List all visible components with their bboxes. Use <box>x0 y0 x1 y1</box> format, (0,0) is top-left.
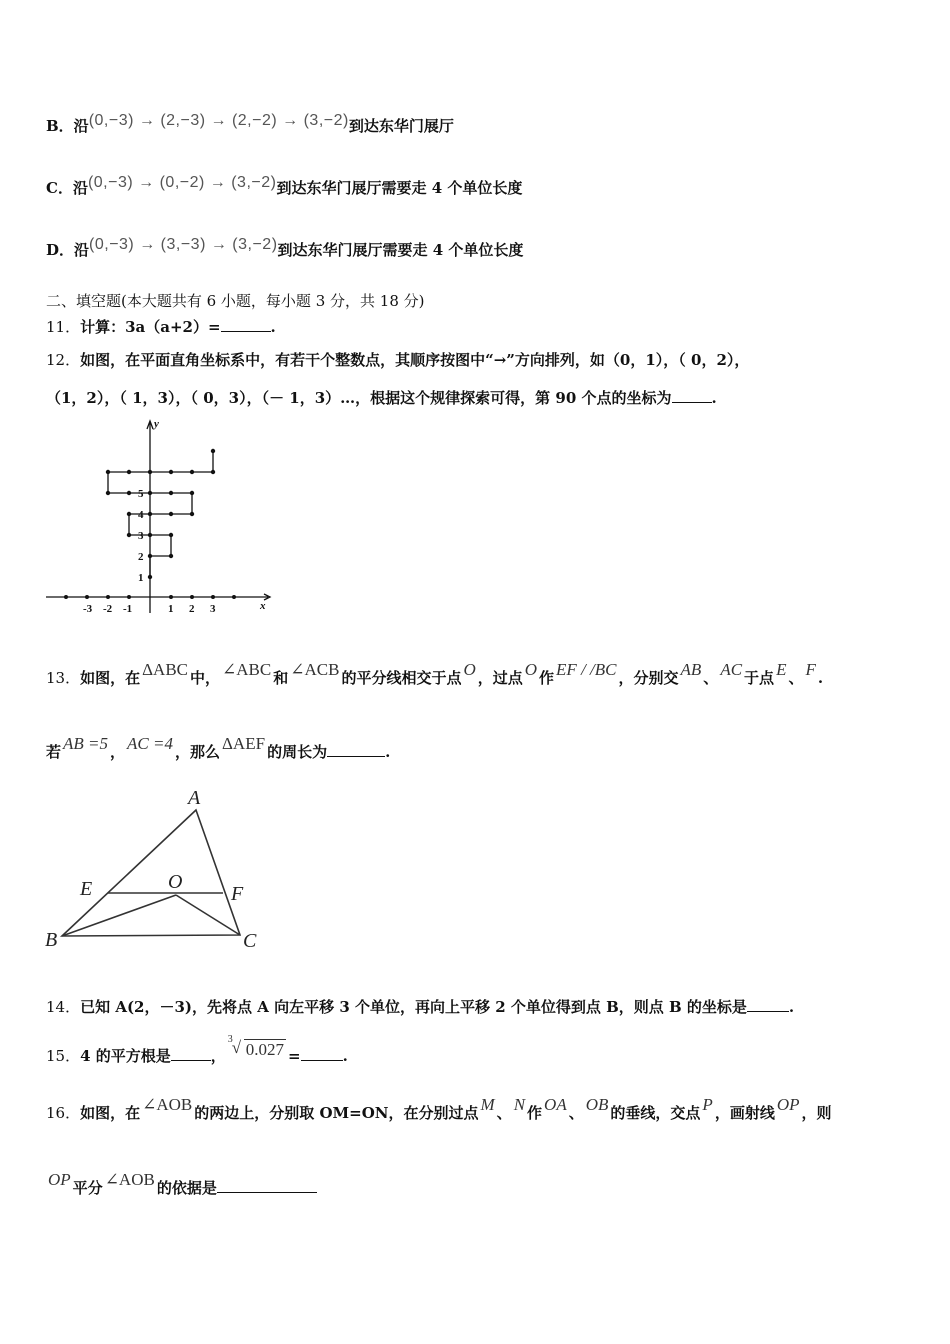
question-16-line1 <box>46 1095 832 1123</box>
triangle-abc <box>62 810 240 936</box>
radicand: 0.027 <box>245 1040 285 1059</box>
math-point-e: E <box>776 660 787 679</box>
math-angle-acb: ∠ACB <box>290 660 340 679</box>
label-o: O <box>168 871 183 893</box>
q16-text: 如图，在 <box>80 1104 141 1122</box>
q12-answer-blank[interactable] <box>672 388 712 403</box>
q13-end: . <box>385 743 391 761</box>
question-13-line1 <box>46 660 823 688</box>
q15-equals: = <box>288 1047 301 1065</box>
q12-coordinate-figure <box>40 415 280 615</box>
root-index: 3 <box>227 1034 233 1045</box>
math-angle-aob: ∠AOB <box>104 1170 155 1189</box>
question-14 <box>46 996 794 1017</box>
option-c-path: (0,−3) → (0,−2) → (3,−2) <box>87 174 277 191</box>
math-ray-op: OP <box>776 1095 800 1114</box>
q13-text: 和 <box>273 669 289 687</box>
q16-text: 的两边上，分别取 OM=ON，在分别过点 <box>194 1104 479 1122</box>
option-d-path: (0,−3) → (3,−3) → (3,−2) <box>89 236 278 253</box>
option-d-text: 到达东华门展厅需要走 4 个单位长度 <box>277 241 524 259</box>
option-b-text: 到达东华门展厅 <box>348 117 454 135</box>
math-ef-parallel-bc: EF / /BC <box>556 660 617 679</box>
section-title: 二、填空题(本大题共有 6 小题，每小题 3 分，共 18 分) <box>46 292 425 310</box>
x-tick: -1 <box>123 603 133 615</box>
math-point-n: N <box>513 1095 526 1114</box>
label-f: F <box>231 883 244 905</box>
label-b: B <box>45 929 58 951</box>
math-point-o: O <box>524 660 538 679</box>
q16-text: 平分 <box>72 1179 103 1197</box>
section-heading <box>46 290 425 311</box>
math-ab-equals-5: AB =5 <box>63 734 109 753</box>
option-b <box>46 112 454 136</box>
segment-bo <box>62 895 176 936</box>
y-label: y <box>154 418 159 430</box>
q12-end: . <box>711 389 717 407</box>
q13-text: 的平分线相交于点 <box>341 669 462 687</box>
q15-end: . <box>342 1047 348 1065</box>
q14-end: . <box>788 998 795 1016</box>
q13-text: 作 <box>539 669 555 687</box>
q14-answer-blank[interactable] <box>747 997 789 1012</box>
math-cube-root <box>227 1034 286 1060</box>
spiral-path <box>108 451 213 577</box>
q16-text: 、 <box>568 1104 584 1122</box>
q16-number: 16． <box>46 1104 81 1122</box>
q13-text: 、 <box>788 669 804 687</box>
q15-text: 4 的平方根是 <box>80 1047 171 1065</box>
radical-sign: √ <box>231 1038 242 1057</box>
x-label: x <box>260 600 266 612</box>
math-point-p: P <box>702 1095 713 1114</box>
q13-text: 如图，在 <box>80 669 141 687</box>
option-d-label: D．沿 <box>46 241 90 259</box>
label-e: E <box>80 878 93 900</box>
y-tick: 5 <box>138 488 144 500</box>
question-13-line2 <box>46 734 390 762</box>
q16-text: ，则 <box>801 1104 832 1122</box>
q13-text: ，过点 <box>477 669 523 687</box>
x-tick: 1 <box>168 603 174 615</box>
y-tick: 1 <box>138 572 144 584</box>
q11-number: 11． <box>46 318 81 336</box>
math-point-o: O <box>463 660 476 679</box>
q13-answer-blank[interactable] <box>327 742 385 757</box>
math-angle-aob: ∠AOB <box>142 1095 193 1114</box>
q13-number: 13． <box>46 669 81 687</box>
q12-text-2: （1，2），（ 1，3），（ 0，3），（－ 1，3）…，根据这个规律探索可得，第 90 个点的坐标为 <box>46 389 672 407</box>
q13-text: 于点 <box>744 669 775 687</box>
math-ac: AC <box>720 660 743 679</box>
q16-text: ，画射线 <box>714 1104 775 1122</box>
option-c <box>46 174 522 198</box>
math-triangle-abc: ΔABC <box>142 660 188 679</box>
y-tick: 4 <box>138 509 144 521</box>
q14-number: 14． <box>46 998 81 1016</box>
q15-answer-blank-1[interactable] <box>171 1046 211 1061</box>
option-b-label: B．沿 <box>46 117 89 135</box>
math-ob: OB <box>585 1095 609 1114</box>
q12-text-1: 如图，在平面直角坐标系中，有若干个整数点，其顺序按图中“→”方向排列，如（0，1），（ 0，2）， <box>80 351 750 369</box>
q16-text: 的垂线，交点 <box>610 1104 701 1122</box>
q15-answer-blank-2[interactable] <box>301 1046 343 1061</box>
q13-text: 若 <box>46 743 62 761</box>
math-ac-equals-4: AC =4 <box>127 734 173 753</box>
math-triangle-aef: ΔAEF <box>222 734 266 753</box>
x-tick: 2 <box>189 603 195 615</box>
q13-text: ，分别交 <box>618 669 679 687</box>
q16-text: 的依据是 <box>156 1179 217 1197</box>
q11-text: 计算：3a（a+2）= <box>80 318 221 336</box>
math-point-m: M <box>480 1095 495 1114</box>
q13-text: 的周长为 <box>267 743 328 761</box>
q16-text: 、 <box>496 1104 512 1122</box>
q13-text: ，那么 <box>174 743 220 761</box>
question-12-line2 <box>46 387 717 408</box>
q15-number: 15． <box>46 1047 81 1065</box>
q13-text: 中， <box>190 669 221 687</box>
label-c: C <box>243 930 257 952</box>
q11-end: . <box>270 318 276 336</box>
math-oa: OA <box>544 1095 567 1114</box>
x-tick: 3 <box>210 603 216 615</box>
q13-triangle-figure <box>40 780 280 955</box>
label-a: A <box>188 787 201 809</box>
question-16-line2 <box>46 1170 317 1198</box>
q16-answer-blank[interactable] <box>217 1178 317 1193</box>
math-point-f: F <box>805 660 816 679</box>
option-d <box>46 236 523 260</box>
math-angle-abc: ∠ABC <box>222 660 272 679</box>
question-11 <box>46 316 276 337</box>
math-ab: AB <box>680 660 702 679</box>
q14-text: 已知 A(2，－3)，先将点 A 向左平移 3 个单位，再向上平移 2 个单位得到点 B，则点 B 的坐标是 <box>80 998 747 1016</box>
math-op: OP <box>48 1170 71 1189</box>
question-15 <box>46 1034 348 1066</box>
q15-separator: ， <box>210 1047 226 1065</box>
question-12-line1 <box>46 349 749 370</box>
option-c-text: 到达东华门展厅需要走 4 个单位长度 <box>276 179 523 197</box>
q13-text: ， <box>110 743 126 761</box>
x-tick: -2 <box>103 603 113 615</box>
q11-answer-blank[interactable] <box>221 317 271 332</box>
q13-text: 、 <box>703 669 719 687</box>
y-tick: 2 <box>138 551 144 563</box>
option-b-path: (0,−3) → (2,−3) → (2,−2) → (3,−2) <box>88 112 349 129</box>
q13-text: . <box>817 669 824 687</box>
x-tick: -3 <box>83 603 93 615</box>
q16-text: 作 <box>527 1104 543 1122</box>
option-c-label: C．沿 <box>46 179 88 197</box>
q12-number: 12． <box>46 351 81 369</box>
y-tick: 3 <box>138 530 144 542</box>
